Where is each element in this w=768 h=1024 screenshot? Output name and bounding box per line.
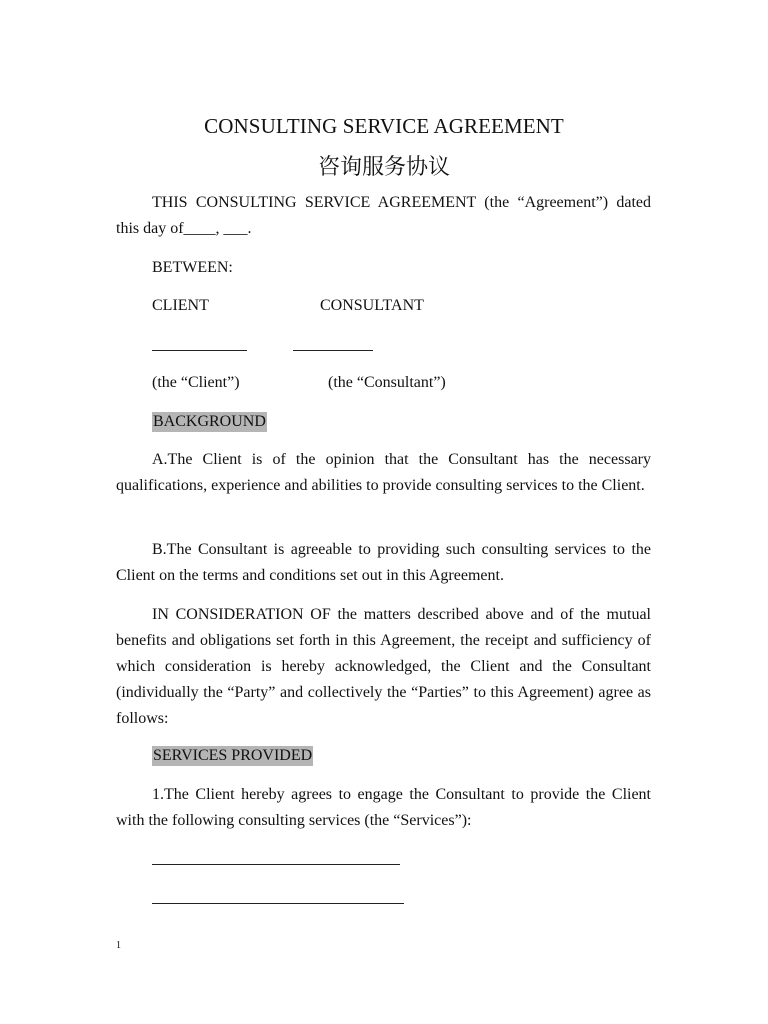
intro-paragraph [116,190,651,242]
services-provided-heading: SERVICES PROVIDED [153,747,313,764]
client-name-blank [152,350,247,351]
document-title-chinese: 咨询服务协议 [317,155,450,180]
between-label: BETWEEN: [152,259,233,276]
paragraph-1-text: 1.The Client hereby agrees to engage the Consultant to provide the Client with the following consulting services (the “Services”): [116,786,651,829]
consideration-paragraph [116,602,651,732]
document-title: CONSULTING SERVICE AGREEMENT [204,114,564,138]
consultant-name-blank [293,350,373,351]
paragraph-b-text: B.The Consultant is agreeable to providing such consulting services to the Client on the terms and conditions set out in this Agreement. [116,541,651,584]
intro-text: THIS CONSULTING SERVICE AGREEMENT (the “Agreement”) dated this day of____, ___. [116,194,651,237]
paragraph-a [116,447,651,499]
client-label: CLIENT [152,297,209,314]
paragraph-b [116,537,651,589]
consideration-text: IN CONSIDERATION OF the matters described above and of the mutual benefits and obligations set forth in this Agreement, the receipt and sufficiency of which consideration is hereby acknowledged, the Client and the Consultant (individually the “Party” and collectively the “Parties” to this Agreement) agree as follows: [116,606,651,727]
consultant-label: CONSULTANT [320,297,424,314]
background-heading: BACKGROUND [153,413,266,430]
service-blank-1 [152,864,400,865]
paragraph-a-text: A.The Client is of the opinion that the Consultant has the necessary qualifications, experience and abilities to provide consulting services to the Client. [116,451,651,494]
consultant-definition: (the “Consultant”) [328,374,446,391]
paragraph-1 [116,782,651,834]
service-blank-2 [152,903,404,904]
page-number: 1 [116,940,121,951]
client-definition: (the “Client”) [152,374,240,391]
